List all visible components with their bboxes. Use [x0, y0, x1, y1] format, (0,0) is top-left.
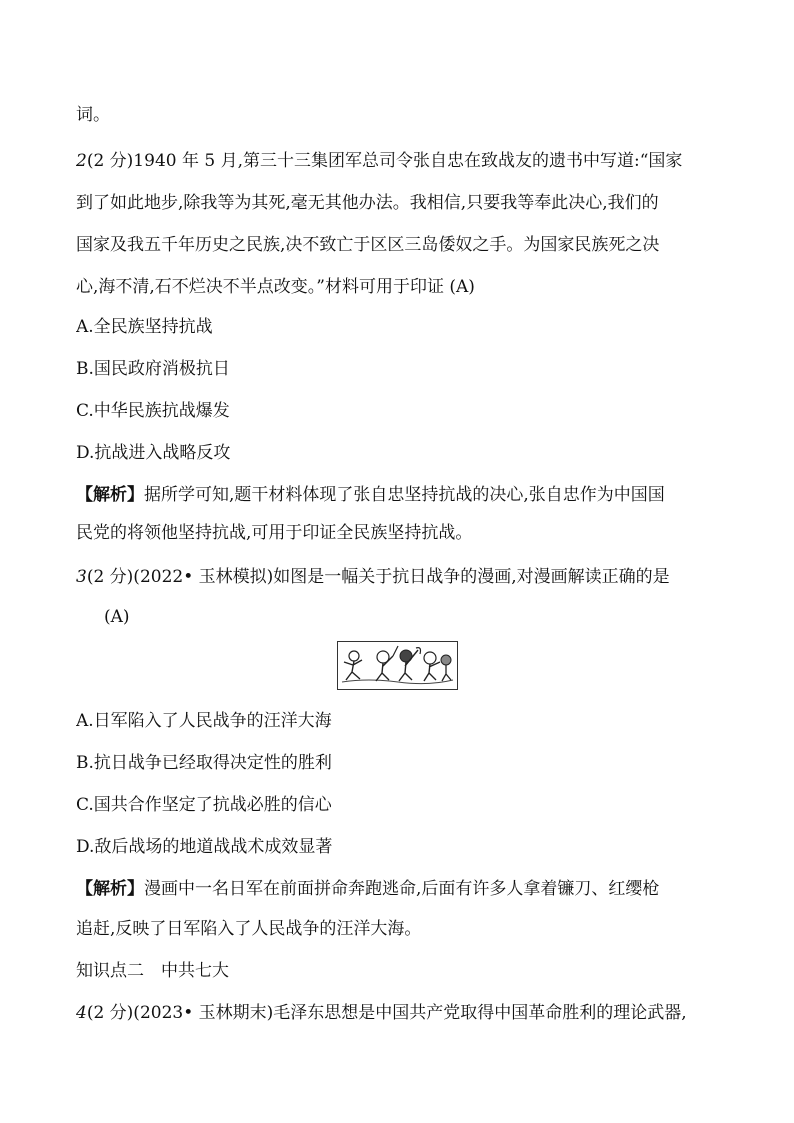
option-c: C.中华民族抗战爆发 — [76, 401, 230, 421]
cartoon-illustration — [338, 642, 457, 689]
analysis-line: 追赶,反映了日军陷入了人民战争的汪洋大海。 — [76, 919, 422, 939]
cartoon-image — [337, 641, 458, 690]
question-2-stem-line: 心,海不清,石不烂决不半点改变。”材料可用于印证 (A) — [76, 277, 475, 297]
question-4-stem: 4(2 分)(2023• 玉林期末)毛泽东思想是中国共产党取得中国革命胜利的理论武器, — [76, 1003, 687, 1023]
section-heading: 知识点二 中共七大 — [76, 961, 229, 981]
option-a: A.日军陷入了人民战争的汪洋大海 — [76, 711, 332, 731]
question-number: 2 — [76, 151, 87, 171]
analysis: 【解析】据所学可知,题干材料体现了张自忠坚持抗战的决心,张自忠作为中国国 — [76, 485, 665, 505]
option-b: B.国民政府消极抗日 — [76, 359, 230, 379]
option-a: A.全民族坚持抗战 — [76, 317, 213, 337]
question-number: 4 — [76, 1003, 87, 1023]
analysis-tag: 【解析】 — [76, 485, 144, 505]
question-number: 3 — [76, 567, 87, 587]
question-2-stem-line: 国家及我五千年历史之民族,决不致亡于区区三岛倭奴之手。为国家民族死之决 — [76, 235, 660, 255]
text-line: 词。 — [76, 105, 110, 125]
question-2-stem-line: 到了如此地步,除我等为其死,毫无其他办法。我相信,只要我等奉此决心,我们的 — [76, 193, 659, 213]
question-3-answer: (A) — [104, 607, 130, 627]
analysis: 【解析】漫画中一名日军在前面拼命奔跑逃命,后面有许多人拿着镰刀、红缨枪 — [76, 879, 660, 899]
option-b: B.抗日战争已经取得决定性的胜利 — [76, 753, 332, 773]
analysis-line: 民党的将领他坚持抗战,可用于印证全民族坚持抗战。 — [76, 523, 473, 543]
analysis-tag: 【解析】 — [76, 879, 144, 899]
option-c: C.国共合作坚定了抗战必胜的信心 — [76, 795, 332, 815]
option-d: D.敌后战场的地道战战术成效显著 — [76, 837, 333, 857]
question-3-stem: 3(2 分)(2022• 玉林模拟)如图是一幅关于抗日战争的漫画,对漫画解读正确的是 — [76, 567, 670, 587]
question-2-stem: 2(2 分)1940 年 5 月,第三十三集团军总司令张自忠在致战友的遗书中写道:“国家 — [76, 151, 683, 171]
option-d: D.抗战进入战略反攻 — [76, 443, 231, 463]
